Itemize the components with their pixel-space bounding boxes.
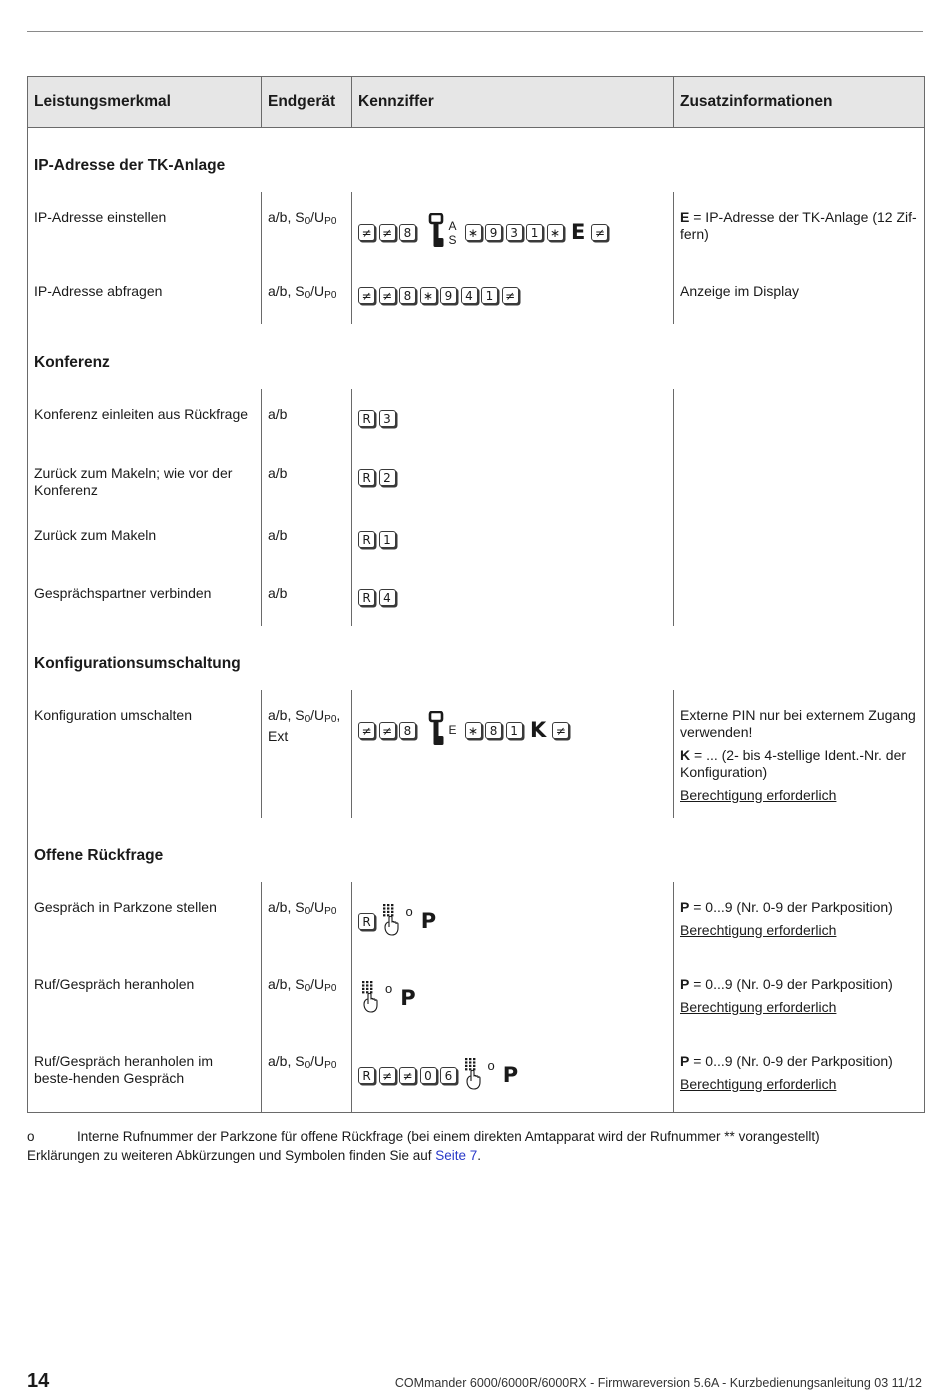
- key-hash: ≠: [358, 722, 375, 739]
- table-row: [28, 192, 925, 266]
- info-cell: P = 0...9 (Nr. 0-9 der Parkposition) Berechtigung erforderlich: [674, 1036, 925, 1113]
- key-hash: ≠: [379, 722, 396, 739]
- device-cell: a/b, $S_0/U_{P0}$: [262, 266, 352, 324]
- key-1: 1: [526, 224, 543, 241]
- key-r: R: [358, 913, 375, 930]
- key-hash: ≠: [379, 1067, 396, 1084]
- code-cell: [352, 448, 674, 510]
- key-4: 4: [461, 287, 478, 304]
- key-r: R: [358, 589, 375, 606]
- device-cell: a/b, $S_0/U_{P0}$, Ext: [262, 690, 352, 818]
- key-sequence: [465, 224, 568, 242]
- info-cell: Anzeige im Display: [674, 266, 925, 324]
- table-row: [28, 448, 925, 510]
- key-sequence: [358, 287, 522, 305]
- device-ab: a/b,: [268, 208, 296, 225]
- footnote: o Interne Rufnummer der Parkzone für offene Rückfrage (bei einem direkten Amtapparat wird der Rufnummer ** vorangestellt) Erklärungen zu weiteren Abkürzungen und Symbolen finden Sie auf Seite 7.: [27, 1129, 820, 1163]
- key-star: ∗: [547, 224, 564, 241]
- variable-e: E: [571, 220, 586, 244]
- variable-p: P: [502, 1063, 519, 1087]
- device-cell: a/b: [262, 448, 352, 510]
- key-sequence: [358, 589, 399, 607]
- footnote-symbol: o: [27, 1129, 35, 1144]
- key-r: R: [358, 469, 375, 486]
- feature-cell: Gespräch in Parkzone stellen: [34, 898, 217, 915]
- key-hash: ≠: [358, 224, 375, 241]
- code-cell: [352, 690, 674, 818]
- page-number: 14: [27, 1370, 50, 1392]
- variable-p: P: [400, 986, 416, 1010]
- page-link[interactable]: Seite 7: [435, 1148, 478, 1163]
- key-hash: ≠: [399, 1067, 416, 1084]
- key-r: R: [358, 1067, 375, 1084]
- key-sequence: [552, 722, 573, 740]
- device-cell: a/b, $S_0/U_{P0}$: [262, 959, 352, 1036]
- key-8: 8: [399, 287, 416, 304]
- handset-icon: [428, 711, 444, 751]
- section-title-ip: IP-Adresse der TK-Anlage: [34, 156, 226, 174]
- variable-k: K: [530, 718, 547, 742]
- key-9: 9: [440, 287, 457, 304]
- variable-p: P: [420, 909, 437, 933]
- table-row: [28, 1036, 925, 1113]
- device-up0: $/U_{P0}$: [310, 208, 337, 227]
- key-9: 9: [485, 224, 502, 241]
- key-hash: ≠: [502, 287, 519, 304]
- key-r: R: [358, 410, 375, 427]
- feature-cell: Konferenz einleiten aus Rückfrage: [34, 405, 249, 422]
- keypad-hand-icon: [360, 980, 380, 1018]
- table-row: [28, 959, 925, 1036]
- key-sequence: [358, 410, 399, 428]
- info-cell: [674, 690, 925, 818]
- device-s0: $S_0$: [295, 208, 311, 227]
- key-r: R: [358, 531, 375, 548]
- key-hash: ≠: [591, 224, 608, 241]
- section-row: [28, 818, 925, 882]
- footnote-text: Interne Rufnummer der Parkzone für offene Rückfrage (bei einem direkten Amtapparat wird der Rufnummer ** vorangestellt): [77, 1129, 820, 1144]
- code-cell: [352, 882, 674, 959]
- key-sequence: [465, 722, 527, 740]
- feature-cell: Ruf/Gespräch heranholen: [34, 975, 195, 992]
- feature-cell: IP-Adresse einstellen: [34, 208, 167, 225]
- code-cell: [352, 510, 674, 568]
- info-permission: Berechtigung erforderlich: [680, 998, 837, 1015]
- code-cell: [352, 389, 674, 448]
- key-star: ∗: [465, 722, 482, 739]
- code-cell: [352, 192, 674, 266]
- table-header-row: [28, 77, 925, 128]
- header-feature: Leistungsmerkmal: [28, 77, 262, 128]
- info-cell: [674, 448, 925, 510]
- key-4: 4: [379, 589, 396, 606]
- document-info: COMmander 6000/6000R/6000RX - Firmwareversion 5.6A - Kurzbedienungsanleitung 03 11/12: [394, 1376, 922, 1390]
- key-0: 0: [420, 1067, 437, 1084]
- section-title-konfig: Konfigurationsumschaltung: [34, 654, 241, 672]
- key-hash: ≠: [358, 287, 375, 304]
- section-row: [28, 128, 925, 192]
- section-row: [28, 626, 925, 690]
- info-cell: [674, 510, 925, 568]
- info-text: = IP-Adresse der TK-Anlage (12 Zif-fern): [680, 208, 917, 242]
- info-var: E: [680, 208, 690, 225]
- table-row: [28, 568, 925, 626]
- key-sequence: [358, 722, 420, 740]
- table-row: [28, 266, 925, 324]
- info-cell: P = 0...9 (Nr. 0-9 der Parkposition) Berechtigung erforderlich: [674, 882, 925, 959]
- info-permission: Berechtigung erforderlich: [680, 786, 837, 803]
- info-k: K = ... (2- bis 4-stellige Ident.-Nr. der Konfiguration): [680, 746, 907, 780]
- key-1: 1: [481, 287, 498, 304]
- circle-symbol: o: [405, 903, 413, 919]
- feature-cell: IP-Adresse abfragen: [34, 282, 163, 299]
- device-cell: a/b: [262, 568, 352, 626]
- letter-e: E: [448, 723, 457, 737]
- circle-symbol: o: [487, 1057, 495, 1073]
- table-row: [28, 882, 925, 959]
- table-row: [28, 690, 925, 818]
- feature-cell: Ruf/Gespräch heranholen im beste-henden Gespräch: [34, 1052, 213, 1086]
- code-cell: [352, 959, 674, 1036]
- key-3: 3: [379, 410, 396, 427]
- section-title-offen: Offene Rückfrage: [34, 846, 164, 864]
- keypad-hand-icon: [463, 1057, 483, 1095]
- device-cell: a/b: [262, 510, 352, 568]
- header-info: Zusatzinformationen: [674, 77, 925, 128]
- handset-icon: [428, 213, 444, 253]
- key-sequence: [358, 224, 420, 242]
- keypad-hand-icon: [381, 903, 401, 941]
- info-cell: [674, 389, 925, 448]
- feature-cell: Gesprächspartner verbinden: [34, 584, 212, 601]
- key-hash: ≠: [552, 722, 569, 739]
- circle-symbol: o: [385, 980, 393, 996]
- access-letters: [449, 219, 457, 247]
- device-cell: a/b: [262, 389, 352, 448]
- device-cell: a/b, $S_0/U_{P0}$: [262, 882, 352, 959]
- info-cell: P = 0...9 (Nr. 0-9 der Parkposition) Berechtigung erforderlich: [674, 959, 925, 1036]
- table-row: [28, 389, 925, 448]
- key-6: 6: [440, 1067, 457, 1084]
- key-8: 8: [399, 224, 416, 241]
- code-cell: [352, 1036, 674, 1113]
- code-cell: [352, 568, 674, 626]
- table-row: [28, 510, 925, 568]
- key-8: 8: [399, 722, 416, 739]
- code-cell: [352, 266, 674, 324]
- device-cell: [262, 192, 352, 266]
- top-rule: [27, 31, 923, 32]
- key-hash: ≠: [379, 224, 396, 241]
- key-3: 3: [506, 224, 523, 241]
- header-device: Endgerät: [262, 77, 352, 128]
- feature-table: [27, 76, 925, 1113]
- section-row: [28, 324, 925, 389]
- key-8: 8: [485, 722, 502, 739]
- info-permission: Berechtigung erforderlich: [680, 921, 837, 938]
- key-sequence: [358, 1067, 461, 1085]
- device-cell: a/b, $S_0/U_{P0}$: [262, 1036, 352, 1113]
- key-sequence: [358, 469, 399, 487]
- info-permission: Berechtigung erforderlich: [680, 1075, 837, 1092]
- header-code: Kennziffer: [352, 77, 674, 128]
- key-star: ∗: [420, 287, 437, 304]
- section-title-konferenz: Konferenz: [34, 353, 110, 371]
- info-pin: Externe PIN nur bei externem Zugang verwenden!: [680, 706, 916, 740]
- feature-cell: Zurück zum Makeln: [34, 526, 157, 543]
- device-ext: Ext: [268, 727, 289, 744]
- feature-cell: Konfiguration umschalten: [34, 706, 192, 723]
- key-sequence: [358, 531, 399, 549]
- key-1: 1: [506, 722, 523, 739]
- letter-a: A: [448, 218, 457, 233]
- key-sequence: [358, 913, 379, 931]
- key-star: ∗: [465, 224, 482, 241]
- letter-s: S: [448, 232, 457, 247]
- key-2: 2: [379, 469, 396, 486]
- feature-cell: Zurück zum Makeln; wie vor der Konferenz: [34, 464, 233, 498]
- info-cell: [674, 568, 925, 626]
- key-sequence: [591, 224, 612, 242]
- key-hash: ≠: [379, 287, 396, 304]
- key-1: 1: [379, 531, 396, 548]
- info-cell: [674, 192, 925, 266]
